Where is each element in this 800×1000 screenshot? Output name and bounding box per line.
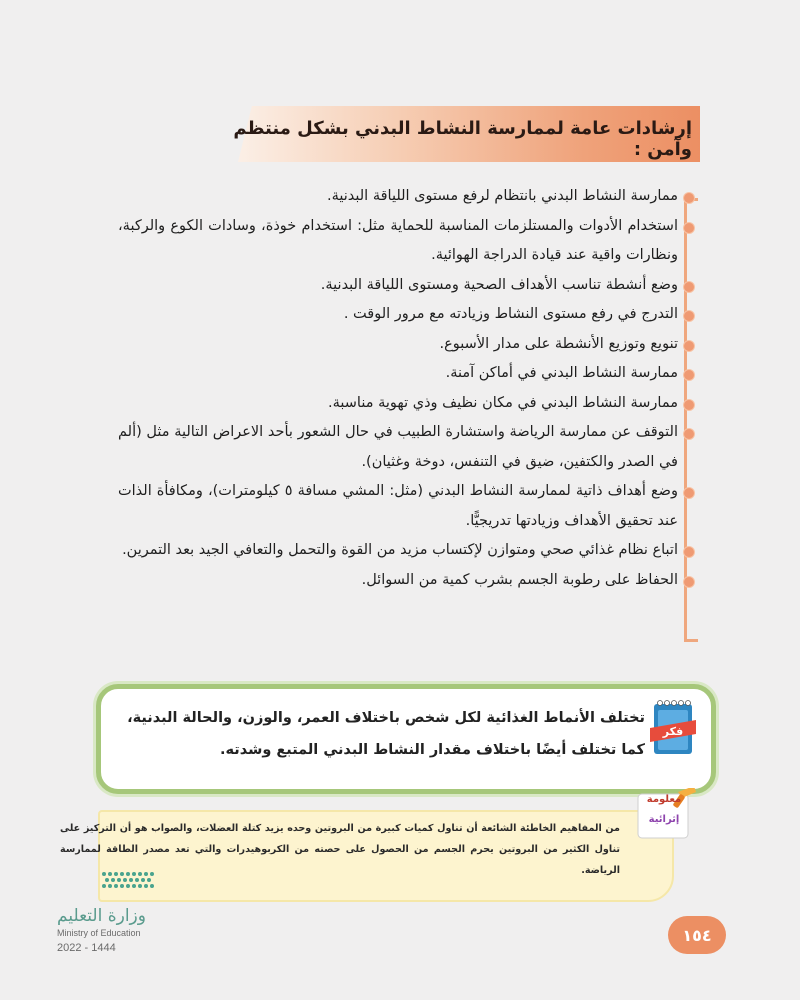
guidelines-list (118, 182, 678, 595)
think-icon-label: فكر (662, 725, 684, 738)
vision-2030-logo (98, 866, 162, 894)
guideline-item: ممارسة النشاط البدني بانتظام لرفع مستوى اللياقة البدنية. (118, 182, 678, 212)
page-title: إرشادات عامة لممارسة النشاط البدني بشكل منتظم وآمن : (233, 118, 692, 160)
guideline-item: تنويع وتوزيع الأنشطة على مدار الأسبوع. (118, 330, 678, 360)
info-text: من المفاهيم الخاطئة الشائعة أن تناول كميات كبيرة من البروتين وحده يزيد كتلة العضلات، والصواب هو أن التركيز على تناول الكثير من البروتين يحرم الجسم من الحصول على حصته من الكربوهيدرات والتي تعد مصدر الطاقة لممارسة الرياضة. (60, 823, 620, 876)
guideline-item: اتباع نظام غذائي صحي ومتوازن لإكتساب مزيد من القوة والتحمل والتعافي الجيد بعد التمرين. (118, 536, 678, 566)
timeline-cap-bottom (684, 639, 698, 642)
ministry-name-english: Ministry of Education (57, 928, 141, 938)
info-badge-title: معلومة (646, 794, 682, 805)
timeline-line (684, 198, 687, 642)
edition-year: 2022 - 1444 (57, 942, 116, 954)
guideline-item: ممارسة النشاط البدني في مكان نظيف وذي تهوية مناسبة. (118, 389, 678, 419)
think-text: تختلف الأنماط الغذائية لكل شخص باختلاف العمر، والوزن، والحالة البدنية، كما تختلف أيضًا باختلاف مقدار النشاط البدني المتبع وشدته. (127, 710, 645, 758)
ministry-name-arabic: وزارة التعليم (57, 906, 146, 926)
guideline-item: ممارسة النشاط البدني في أماكن آمنة. (118, 359, 678, 389)
page-number: ١٥٤ (668, 916, 726, 954)
guideline-item: التدرج في رفع مستوى النشاط وزيادته مع مرور الوقت . (118, 300, 678, 330)
guideline-item: وضع أهداف ذاتية لممارسة النشاط البدني (مثل: المشي مسافة ٥ كيلومترات)، ومكافأة الذات عند تحقيق الأهداف وزيادتها تدريجيًّا. (118, 477, 678, 536)
guideline-item: استخدام الأدوات والمستلزمات المناسبة للحماية مثل: استخدام خوذة، وسادات الكوع والركبة، ونظارات واقية عند قيادة الدراجة الهوائية. (118, 212, 678, 271)
guideline-item: التوقف عن ممارسة الرياضة واستشارة الطبيب في حال الشعور بأحد الاعراض التالية مثل (ألم في الصدر والكتفين، ضيق في التنفس، دوخة وغثيان). (118, 418, 678, 477)
guideline-item: وضع أنشطة تناسب الأهداف الصحية ومستوى اللياقة البدنية. (118, 271, 678, 301)
info-badge-subtitle: إثرائية (648, 814, 680, 825)
notepad-think-icon (650, 698, 696, 758)
guideline-item: الحفاظ على رطوبة الجسم بشرب كمية من السوائل. (118, 566, 678, 596)
